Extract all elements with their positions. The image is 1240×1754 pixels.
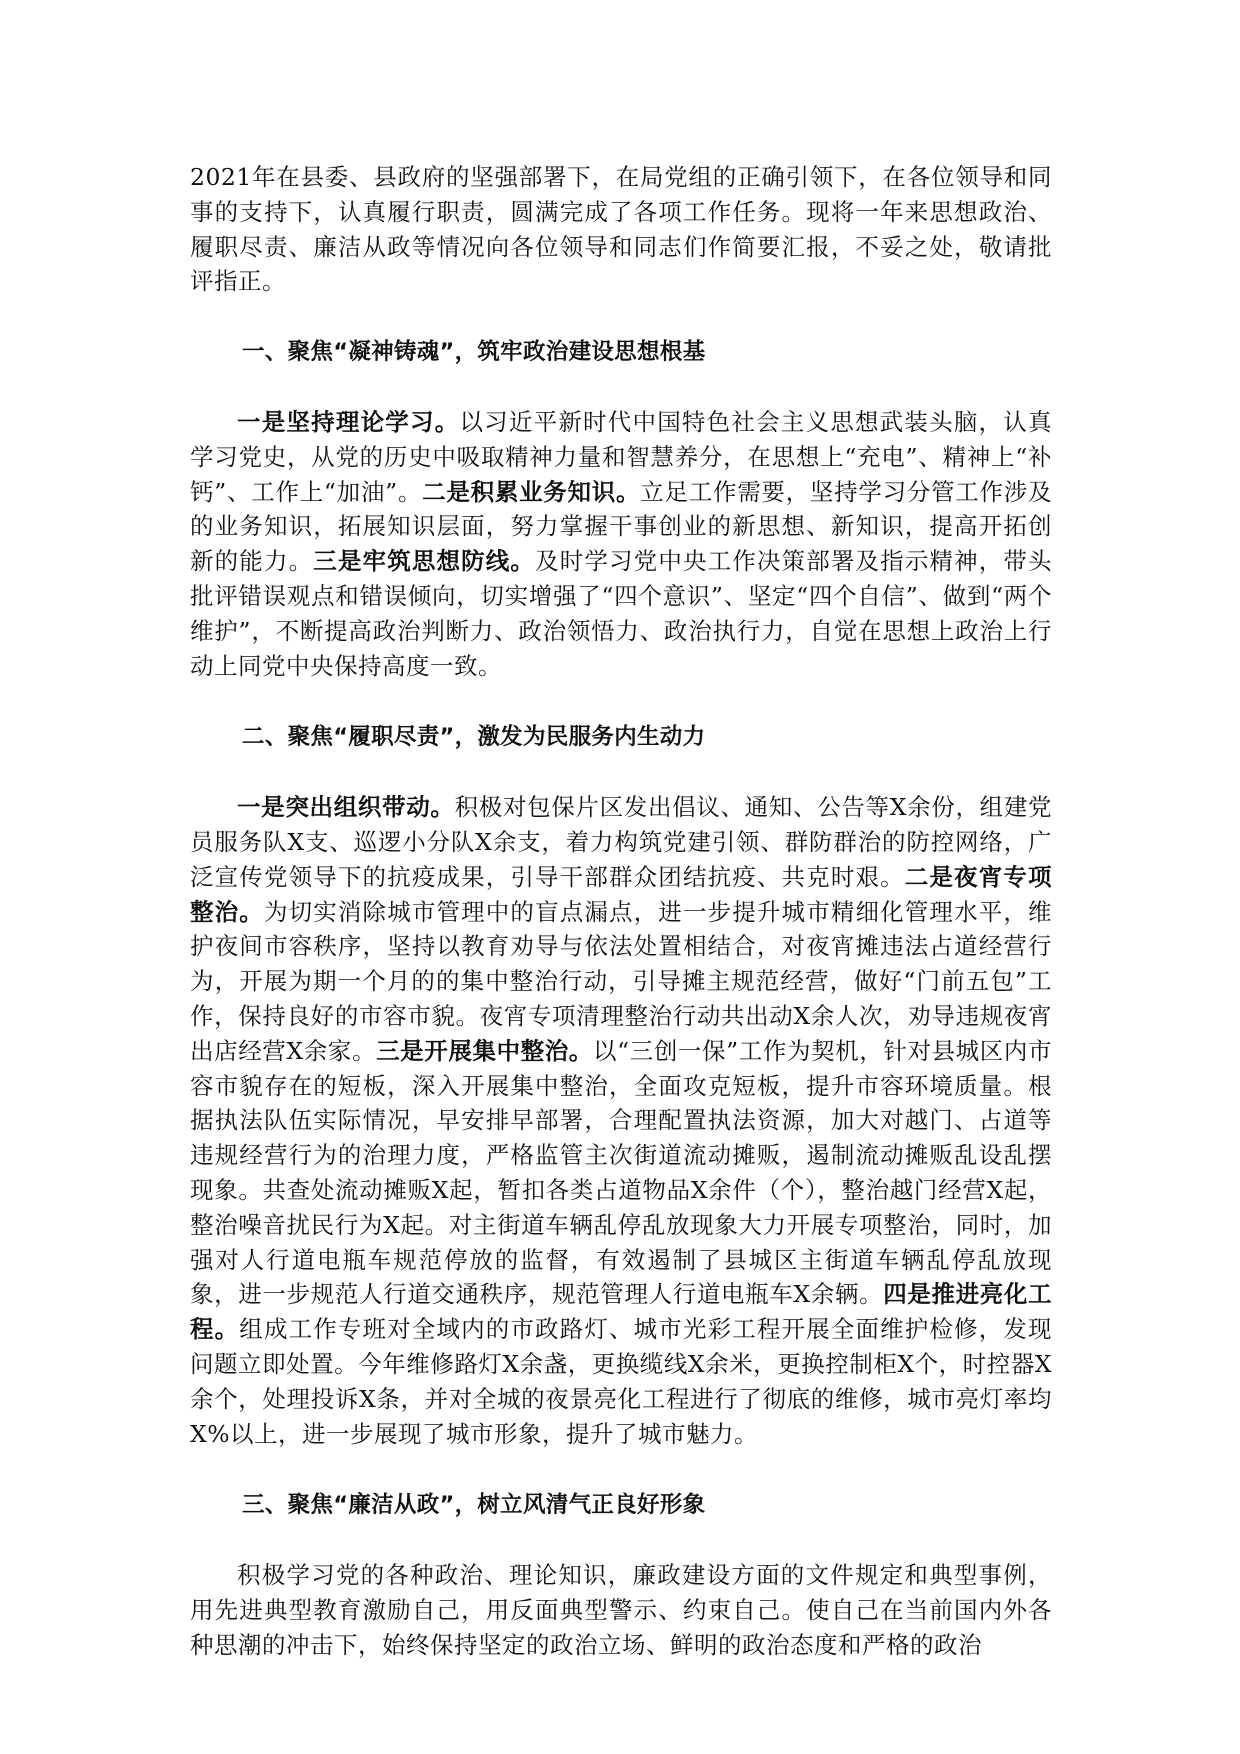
section-2-point-1-lead: 一是突出组织带动。	[237, 793, 455, 822]
section-2-point-1-text: 积极对包保片区发出倡议、通知、公告等X余份，组建党员服务队X支、巡逻小分队X余支，着力构筑党建引领、群防群治的防控网络，广泛宣传党领导下的抗疫成果，引导干部群众团结抗疫、共克时艰。	[190, 793, 1053, 891]
section-2-point-4-lead: 四是推进亮化工程。	[190, 1280, 1053, 1344]
section-1-point-2-lead: 二是积累业务知识。	[422, 477, 641, 506]
section-3-text: 积极学习党的各种政治、理论知识，廉政建设方面的文件规定和典型事例，用先进典型教育激励自己，用反面典型警示、约束自己。使自己在当前国内外各种思潮的冲击下，始终保持坚定的政治立场、鲜明的政治态度和严格的政治	[190, 1561, 1052, 1659]
section-2-paragraph	[190, 790, 1052, 1451]
section-1-point-1-text: 以习近平新时代中国特色社会主义思想武装头脑，认真学习党史，从党的历史中吸取精神力量和智慧养分，在思想上“充电”、精神上“补钙”、工作上“加油”。	[190, 407, 1052, 506]
section-2-point-3-lead: 三是开展集中整治。	[376, 1036, 593, 1065]
section-2-point-2-text: 为切实消除城市管理中的盲点漏点，进一步提升城市精细化管理水平，维护夜间市容秩序，坚持以教育劝导与依法处置相结合，对夜宵摊违法占道经营行为，开展为期一个月的的集中整治行动，引导摊主规范经营，做好“门前五包”工作，保持良好的市容市貌。夜宵专项清理整治行动共出动X余人次，劝导违规夜宵出店经营X余家。	[190, 897, 1053, 1065]
section-1-point-3-text: 及时学习党中央工作决策部署及指示精神，带头批评错误观点和错误倾向，切实增强了“四个意识”、坚定“四个自信”、做到“两个维护”，不断提高政治判断力、政治领悟力、政治执行力，自觉在思想上政治上行动上同党中央保持高度一致。	[190, 547, 1053, 680]
intro-paragraph: 2021年在县委、县政府的坚强部署下，在局党组的正确引领下，在各位领导和同事的支持下，认真履行职责，圆满完成了各项工作任务。现将一年来思想政治、履职尽责、廉洁从政等情况向各位领导和同志们作简要汇报，不妥之处，敬请批评指正。	[190, 163, 1052, 296]
section-1-point-1-lead: 一是坚持理论学习。	[237, 407, 460, 436]
section-2-point-3-text: 以“三创一保”工作为契机，针对县城区内市容市貌存在的短板，深入开展集中整治，全面攻克短板，提升市容环境质量。根据执法队伍实际情况，早安排早部署，合理配置执法资源，加大对越门、占道等违规经营行为的治理力度，严格监管主次街道流动摊贩，遏制流动摊贩乱设乱摆现象。共查处流动摊贩X起，暂扣各类占道物品X余件（个），整治越门经营X起，整治噪音扰民行为X起。对主街道车辆乱停乱放现象大力开展专项整治，同时，加强对人行道电瓶车规范停放的监督，有效遏制了县城区主街道车辆乱停乱放现象，进一步规范人行道交通秩序，规范管理人行道电瓶车X余辆。	[190, 1036, 1052, 1309]
section-2-point-2-lead: 二是夜宵专项整治。	[190, 862, 1053, 926]
section-2-point-4-text: 组成工作专班对全域内的市政路灯、城市光彩工程开展全面维护检修，发现问题立即处置。今年维修路灯X余盏，更换缆线X余米，更换控制柜X个，时控器X余个，处理投诉X条，并对全城的夜景亮化工程进行了彻底的维修，城市亮灯率均X%以上，进一步展现了城市形象，提升了城市魅力。	[190, 1315, 1053, 1448]
section-1-point-2-text: 立足工作需要，坚持学习分管工作涉及的业务知识，拓展知识层面，努力掌握干事创业的新思想、新知识，提高开拓创新的能力。	[190, 477, 1053, 576]
section-1-paragraph	[190, 405, 1052, 683]
section-3-heading: 三、聚焦“廉洁从政”，树立风清气正良好形象	[242, 1492, 706, 1519]
section-2-heading: 二、聚焦“履职尽责”，激发为民服务内生动力	[242, 724, 706, 751]
section-1-heading: 一、聚焦“凝神铸魂”，筑牢政治建设思想根基	[242, 339, 706, 366]
section-3-paragraph	[190, 1558, 1052, 1662]
section-1-point-3-lead: 三是牢筑思想防线。	[313, 547, 536, 576]
document-page	[190, 160, 1052, 1662]
